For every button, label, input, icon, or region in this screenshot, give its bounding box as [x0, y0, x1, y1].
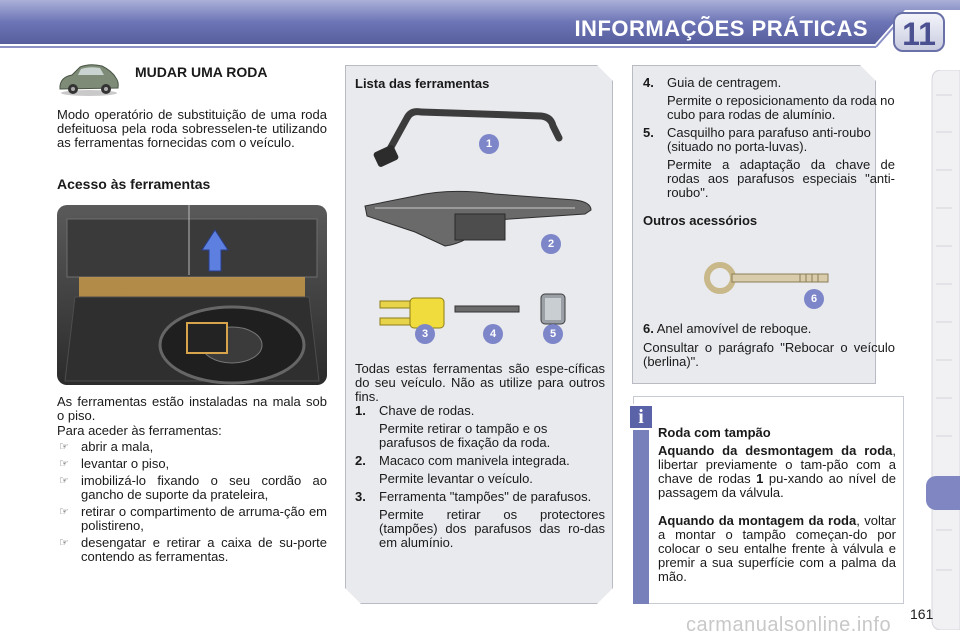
- active-chapter-tab[interactable]: [926, 476, 960, 510]
- info-title: Roda com tampão: [658, 425, 771, 440]
- info-sidebar: [633, 412, 649, 604]
- tools-list-continued: [643, 76, 895, 200]
- tools-illustration: [355, 96, 605, 356]
- list-item: ☞ imobilizá-lo fixando o seu cordão ao gancho de suporte da prateleira,: [59, 473, 327, 502]
- list-item: ☞ levantar o piso,: [59, 456, 170, 471]
- tool-badge-1: 1: [479, 134, 499, 154]
- section-title: MUDAR UMA RODA: [135, 64, 268, 80]
- page-number: 161: [910, 606, 934, 622]
- tool-badge-3: 3: [415, 324, 435, 344]
- chapter-number: 11: [902, 16, 936, 52]
- access-steps-intro: Para aceder às ferramentas:: [57, 423, 222, 438]
- tools-location-text: As ferramentas estão instaladas na mala sob o piso.: [57, 394, 327, 423]
- tool-badge-2: 2: [541, 234, 561, 254]
- list-item: 5. Casquilho para parafuso anti-roubo (situado no porta-luvas).: [643, 125, 871, 154]
- trunk-photo: [57, 205, 327, 385]
- list-item: 2. Macaco com manivela integrada.: [355, 453, 570, 468]
- list-item-desc: Permite o reposicionamento da roda no cubo para rodas de alumínio.: [667, 93, 895, 122]
- pointing-hand-icon: ☞: [59, 458, 69, 470]
- list-item: ☞ retirar o compartimento de arruma-ção em polistireno,: [59, 504, 327, 533]
- watermark: carmanualsonline.info: [686, 614, 892, 636]
- list-item-desc: Permite a adaptação da chave de rodas aos parafusos especiais "anti-roubo".: [667, 157, 895, 200]
- car-icon: [56, 62, 122, 98]
- list-item: 1. Chave de rodas.: [355, 403, 475, 418]
- towing-eye-item: 6. Anel amovível de reboque.: [643, 321, 812, 336]
- tools-list: [355, 404, 605, 550]
- chapter-tab-strip: [928, 70, 960, 630]
- tool-badge-4: 4: [483, 324, 503, 344]
- consult-reference: Consultar o parágrafo "Rebocar o veículo (berlina)".: [643, 340, 895, 369]
- list-item: 4. Guia de centragem.: [643, 75, 782, 90]
- pointing-hand-icon: ☞: [59, 537, 69, 549]
- tools-list-heading: Lista das ferramentas: [355, 76, 490, 91]
- page-header: [0, 0, 960, 56]
- other-accessories-heading: Outros acessórios: [643, 213, 758, 228]
- list-item-desc: Permite retirar os protectores (tampões) dos parafusos das ro-das em alumínio.: [379, 507, 605, 550]
- info-dismount: Aquando da desmontagem da roda, libertar previamente o tam-pão com a chave de rodas 1 pu-xando ao nível de passagem da válvula.: [658, 443, 896, 500]
- list-item: ☞ abrir a mala,: [59, 439, 154, 454]
- list-item-desc: Permite retirar o tampão e os parafusos de fixação da roda.: [379, 421, 551, 450]
- page-title: INFORMAÇÕES PRÁTICAS: [574, 16, 868, 41]
- list-item: ☞ desengatar e retirar a caixa de su-porte contendo as ferramentas.: [59, 535, 327, 564]
- tool-badge-6: 6: [804, 289, 824, 309]
- info-icon: i: [628, 404, 654, 430]
- access-heading: Acesso às ferramentas: [57, 176, 211, 192]
- info-mount: Aquando da montagem da roda, voltar a montar o tampão começan-do por colocar o seu entalhe frente à válvula e premir a sua superfície com a palma da mão.: [658, 513, 897, 584]
- chapter-badge: [893, 12, 945, 52]
- list-item: 3. Ferramenta "tampões" de parafusos.: [355, 489, 592, 504]
- access-steps-list: [57, 440, 327, 567]
- tools-intro: Todas estas ferramentas são espe-cíficas do seu veículo. Não as utilize para outros fins.: [355, 361, 605, 404]
- list-item-desc: Permite levantar o veículo.: [379, 471, 533, 486]
- intro-paragraph: Modo operatório de substituição de uma roda defeituosa pela roda sobresselen-te utilizando as ferramentas fornecidas com o veículo.: [57, 107, 327, 150]
- pointing-hand-icon: ☞: [59, 441, 69, 453]
- tool-badge-5: 5: [543, 324, 563, 344]
- pointing-hand-icon: ☞: [59, 475, 69, 487]
- pointing-hand-icon: ☞: [59, 506, 69, 518]
